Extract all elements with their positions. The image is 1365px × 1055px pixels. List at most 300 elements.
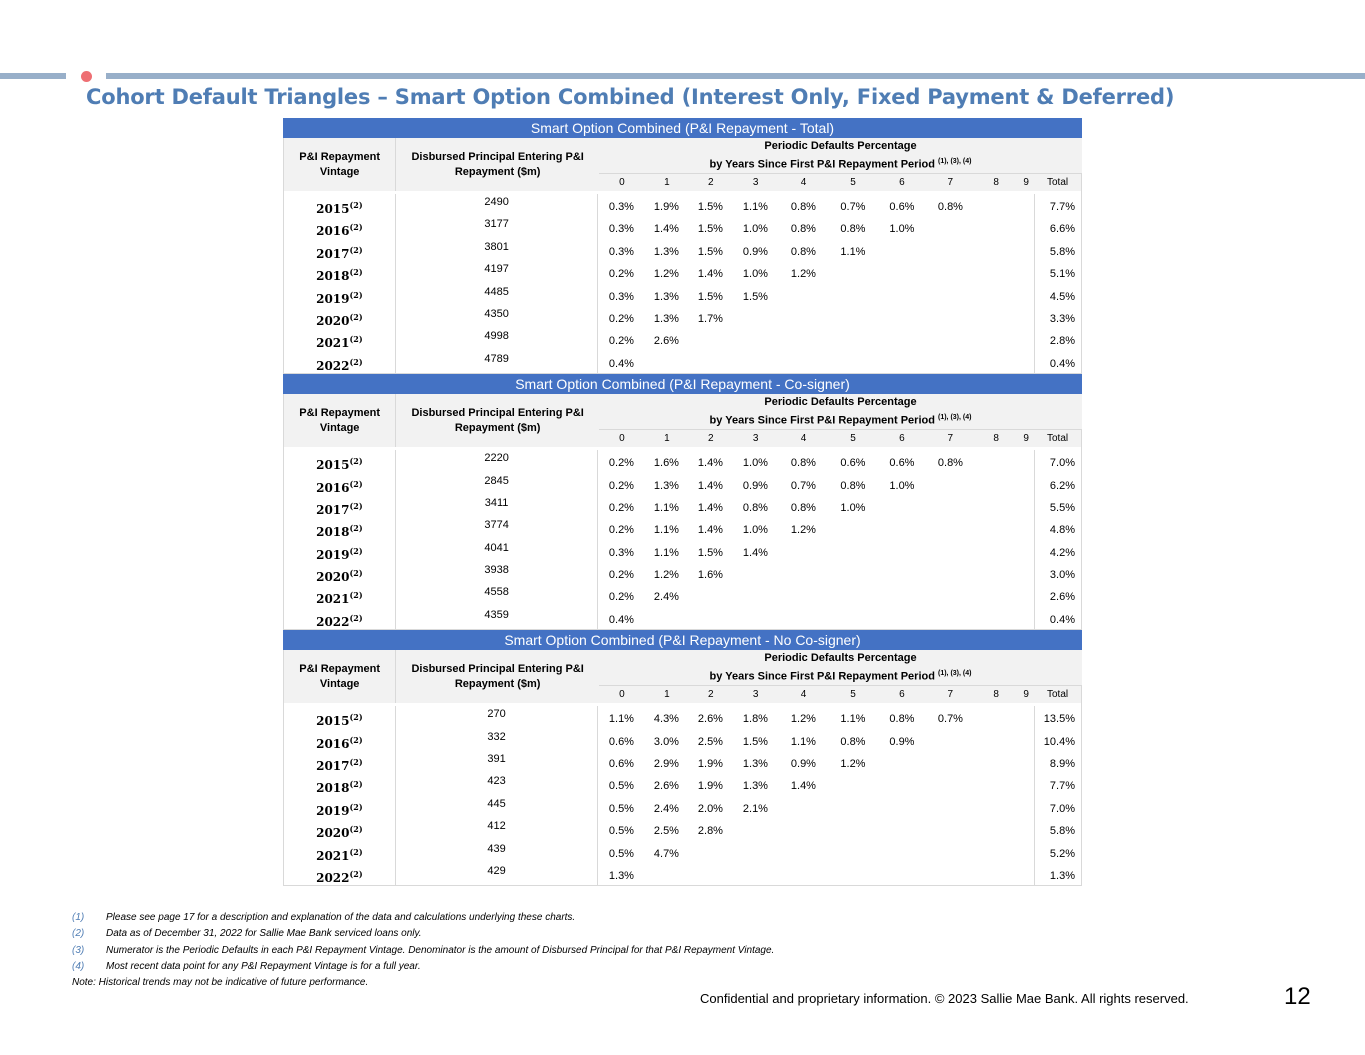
periodic-values bbox=[598, 261, 1034, 283]
table-row bbox=[284, 517, 1081, 539]
percent-cell bbox=[688, 863, 732, 885]
total-cell: 3.0% bbox=[1034, 562, 1081, 584]
percent-cell bbox=[926, 773, 974, 795]
percent-cell: 1.1% bbox=[653, 546, 679, 559]
vintage-cell bbox=[284, 450, 396, 472]
vintage-footnote: (2) bbox=[349, 801, 363, 812]
table-row bbox=[284, 239, 1081, 261]
percent-cell bbox=[732, 584, 778, 606]
year-header: 9 bbox=[1023, 177, 1029, 188]
percent-cell bbox=[877, 540, 926, 562]
percent-cell bbox=[974, 450, 1018, 472]
vintage-footnote: (2) bbox=[349, 590, 363, 601]
years-header-row bbox=[599, 429, 1082, 447]
percent-cell bbox=[877, 841, 926, 863]
vintage-cell bbox=[284, 517, 396, 539]
percent-cell: 1.3% bbox=[742, 780, 768, 793]
periodic-values bbox=[598, 306, 1034, 328]
percent-cell bbox=[1018, 562, 1034, 584]
table-row bbox=[284, 216, 1081, 238]
percent-cell bbox=[828, 261, 877, 283]
periodic-header-footnote: (1), (3), (4) bbox=[938, 670, 972, 678]
percent-cell bbox=[732, 306, 778, 328]
percent-cell bbox=[877, 562, 926, 584]
vintage-cell bbox=[284, 818, 396, 840]
percent-cell: 1.4% bbox=[697, 524, 723, 537]
percent-cell: 1.9% bbox=[697, 780, 723, 793]
percent-cell: 1.0% bbox=[742, 524, 768, 537]
vintage-year: 2017 bbox=[316, 759, 350, 774]
footnote-text: Numerator is the Periodic Defaults in each P&I Repayment Vintage. Denominator is the amount of Disbursed Principal for that P&I Repayment Vintage. bbox=[106, 944, 775, 956]
periodic-values bbox=[598, 284, 1034, 306]
percent-cell: 0.2% bbox=[608, 335, 634, 348]
percent-cell bbox=[732, 841, 778, 863]
total-cell: 5.1% bbox=[1034, 261, 1081, 283]
periodic-values bbox=[598, 841, 1034, 863]
total-cell: 7.0% bbox=[1034, 450, 1081, 472]
periodic-header bbox=[599, 138, 1082, 191]
vintage-cell bbox=[284, 841, 396, 863]
year-header: 7 bbox=[947, 177, 954, 188]
vintage-year: 2020 bbox=[316, 826, 350, 841]
total-cell: 3.3% bbox=[1034, 306, 1081, 328]
percent-cell bbox=[974, 517, 1018, 539]
year-header: 2 bbox=[707, 433, 714, 445]
percent-cell: 1.0% bbox=[742, 268, 768, 281]
percent-cell: 0.6% bbox=[889, 457, 915, 470]
vintage-year: 2022 bbox=[316, 614, 350, 629]
vintage-year: 2019 bbox=[316, 547, 350, 562]
percent-cell bbox=[926, 261, 974, 283]
percent-cell: 0.6% bbox=[840, 457, 866, 470]
table-row bbox=[284, 863, 1081, 885]
total-cell: 4.8% bbox=[1034, 517, 1081, 539]
percent-cell: 0.8% bbox=[790, 245, 816, 258]
percent-cell bbox=[778, 584, 828, 606]
percent-cell: 1.5% bbox=[742, 290, 768, 303]
percent-cell: 0.8% bbox=[840, 223, 866, 236]
total-cell: 5.2% bbox=[1034, 841, 1081, 863]
percent-cell bbox=[778, 796, 828, 818]
year-header: 4 bbox=[800, 689, 807, 701]
vintage-footnote: (2) bbox=[349, 712, 363, 723]
disbursed-cell: 439 bbox=[396, 841, 599, 863]
percent-cell bbox=[877, 584, 926, 606]
table-body bbox=[283, 191, 1082, 374]
percent-cell bbox=[1018, 751, 1034, 773]
percent-cell bbox=[926, 216, 974, 238]
vintage-footnote: (2) bbox=[349, 734, 363, 745]
percent-cell bbox=[828, 351, 877, 373]
year-header: 6 bbox=[899, 433, 905, 445]
table-row bbox=[284, 818, 1081, 840]
percent-cell: 1.0% bbox=[840, 501, 866, 514]
percent-cell bbox=[974, 284, 1018, 306]
percent-cell bbox=[828, 306, 877, 328]
vintage-cell bbox=[284, 562, 396, 584]
vintage-footnote: (2) bbox=[349, 311, 363, 322]
percent-cell bbox=[732, 607, 778, 629]
percent-cell bbox=[1018, 306, 1034, 328]
percent-cell bbox=[974, 751, 1018, 773]
percent-cell: 1.5% bbox=[742, 735, 768, 748]
footnote-number: (3) bbox=[72, 944, 85, 956]
vintage-footnote: (2) bbox=[349, 500, 363, 511]
percent-cell bbox=[1018, 773, 1034, 795]
percent-cell: 0.8% bbox=[790, 501, 816, 514]
percent-cell bbox=[732, 818, 778, 840]
percent-cell bbox=[1018, 540, 1034, 562]
total-cell: 8.9% bbox=[1034, 751, 1081, 773]
periodic-values bbox=[598, 863, 1034, 885]
percent-cell bbox=[828, 607, 877, 629]
percent-cell: 0.8% bbox=[840, 479, 866, 492]
vintage-cell bbox=[284, 751, 396, 773]
percent-cell: 1.9% bbox=[653, 201, 679, 213]
periodic-values bbox=[598, 751, 1034, 773]
percent-cell: 1.5% bbox=[697, 201, 723, 213]
vintage-year: 2022 bbox=[316, 358, 350, 373]
percent-cell: 1.4% bbox=[742, 546, 768, 559]
year-header: 7 bbox=[947, 433, 954, 445]
accent-dot bbox=[81, 71, 92, 82]
table-body bbox=[283, 447, 1082, 630]
total-cell: 7.0% bbox=[1034, 796, 1081, 818]
disbursed-cell: 4998 bbox=[396, 328, 599, 350]
percent-cell bbox=[974, 796, 1018, 818]
percent-cell bbox=[974, 841, 1018, 863]
periodic-header-footnote: (1), (3), (4) bbox=[938, 158, 972, 166]
percent-cell: 1.9% bbox=[697, 758, 723, 771]
table-title: Smart Option Combined (P&I Repayment - Total) bbox=[283, 118, 1082, 138]
year-header: 9 bbox=[1023, 689, 1029, 701]
vintage-cell bbox=[284, 607, 396, 629]
disbursed-cell: 4041 bbox=[396, 540, 599, 562]
percent-cell: 0.9% bbox=[742, 245, 768, 258]
year-header: 0 bbox=[619, 433, 625, 445]
percent-cell bbox=[1018, 216, 1034, 238]
percent-cell bbox=[877, 328, 926, 350]
percent-cell bbox=[828, 284, 877, 306]
percent-cell bbox=[877, 239, 926, 261]
disbursed-cell: 412 bbox=[396, 818, 599, 840]
percent-cell: 0.5% bbox=[608, 847, 634, 860]
periodic-values bbox=[598, 706, 1034, 728]
vintage-cell bbox=[284, 351, 396, 373]
disbursed-cell: 4197 bbox=[396, 261, 599, 283]
percent-cell: 1.4% bbox=[697, 268, 723, 281]
periodic-values bbox=[598, 194, 1034, 216]
percent-cell bbox=[778, 351, 828, 373]
percent-cell: 2.4% bbox=[653, 802, 679, 815]
periodic-values bbox=[598, 584, 1034, 606]
percent-cell bbox=[778, 841, 828, 863]
percent-cell bbox=[877, 284, 926, 306]
disbursed-header: Disbursed Principal Entering P&I Repayment ($m) bbox=[395, 650, 599, 703]
percent-cell: 1.0% bbox=[742, 457, 768, 470]
percent-cell bbox=[926, 239, 974, 261]
percent-cell bbox=[1018, 473, 1034, 495]
total-cell: 2.6% bbox=[1034, 584, 1081, 606]
vintage-footnote: (2) bbox=[349, 868, 363, 879]
total-cell: 7.7% bbox=[1034, 194, 1081, 216]
percent-cell: 0.4% bbox=[608, 357, 634, 370]
percent-cell: 2.6% bbox=[653, 335, 679, 348]
vintage-footnote: (2) bbox=[349, 568, 363, 579]
percent-cell: 0.9% bbox=[742, 479, 768, 492]
percent-cell bbox=[828, 584, 877, 606]
percent-cell: 1.4% bbox=[697, 501, 723, 514]
percent-cell bbox=[974, 328, 1018, 350]
year-header: 6 bbox=[899, 177, 905, 188]
percent-cell: 3.0% bbox=[653, 735, 679, 748]
percent-cell: 1.2% bbox=[653, 268, 679, 281]
percent-cell bbox=[778, 607, 828, 629]
percent-cell: 0.9% bbox=[790, 758, 816, 771]
disbursed-cell: 391 bbox=[396, 751, 599, 773]
vintage-cell bbox=[284, 216, 396, 238]
percent-cell bbox=[877, 863, 926, 885]
percent-cell bbox=[778, 863, 828, 885]
percent-cell: 0.7% bbox=[790, 479, 816, 492]
vintage-year: 2015 bbox=[316, 202, 350, 216]
percent-cell: 1.1% bbox=[653, 524, 679, 537]
total-cell: 4.5% bbox=[1034, 284, 1081, 306]
total-cell: 6.2% bbox=[1034, 473, 1081, 495]
percent-cell: 1.5% bbox=[697, 546, 723, 559]
percent-cell bbox=[688, 328, 732, 350]
total-cell: 0.4% bbox=[1034, 607, 1081, 629]
disbursed-cell: 3801 bbox=[396, 239, 599, 261]
historical-note: Note: Historical trends may not be indicative of future performance. bbox=[72, 977, 369, 989]
periodic-header bbox=[599, 650, 1082, 703]
vintage-footnote: (2) bbox=[349, 757, 363, 768]
percent-cell bbox=[1018, 495, 1034, 517]
vintage-header: P&I Repayment Vintage bbox=[283, 394, 395, 447]
percent-cell bbox=[974, 773, 1018, 795]
percent-cell bbox=[1018, 351, 1034, 373]
percent-cell: 2.5% bbox=[697, 735, 723, 748]
vintage-year: 2016 bbox=[316, 224, 350, 239]
percent-cell: 0.5% bbox=[608, 825, 634, 838]
percent-cell bbox=[974, 261, 1018, 283]
percent-cell: 0.8% bbox=[937, 201, 963, 213]
percent-cell bbox=[974, 194, 1018, 216]
percent-cell: 0.6% bbox=[608, 735, 634, 748]
year-header: 0 bbox=[619, 177, 625, 188]
total-cell: 13.5% bbox=[1034, 706, 1081, 728]
percent-cell bbox=[688, 584, 732, 606]
disbursed-cell: 4485 bbox=[396, 284, 599, 306]
year-header: 3 bbox=[752, 689, 759, 701]
percent-cell: 0.2% bbox=[608, 457, 634, 470]
table-row bbox=[284, 450, 1081, 472]
percent-cell bbox=[877, 818, 926, 840]
periodic-values bbox=[598, 517, 1034, 539]
periodic-values bbox=[598, 729, 1034, 751]
percent-cell bbox=[1018, 818, 1034, 840]
table-row bbox=[284, 194, 1081, 216]
vintage-footnote: (2) bbox=[349, 289, 363, 300]
percent-cell bbox=[926, 495, 974, 517]
percent-cell: 1.5% bbox=[697, 290, 723, 303]
percent-cell: 0.3% bbox=[608, 223, 634, 236]
year-header: 2 bbox=[707, 689, 714, 701]
periodic-header-line2: by Years Since First P&I Repayment Period bbox=[709, 158, 935, 171]
percent-cell bbox=[974, 818, 1018, 840]
percent-cell bbox=[1018, 194, 1034, 216]
percent-cell bbox=[926, 796, 974, 818]
periodic-values bbox=[598, 473, 1034, 495]
vintage-year: 2019 bbox=[316, 803, 350, 818]
table-row bbox=[284, 328, 1081, 350]
percent-cell: 0.8% bbox=[790, 223, 816, 236]
disbursed-cell: 4359 bbox=[396, 607, 599, 629]
percent-cell: 0.5% bbox=[608, 780, 634, 793]
percent-cell bbox=[926, 473, 974, 495]
percent-cell bbox=[732, 562, 778, 584]
vintage-cell bbox=[284, 706, 396, 728]
percent-cell bbox=[828, 796, 877, 818]
total-cell: 2.8% bbox=[1034, 328, 1081, 350]
percent-cell bbox=[877, 495, 926, 517]
vintage-cell bbox=[284, 194, 396, 216]
percent-cell bbox=[828, 841, 877, 863]
percent-cell: 4.3% bbox=[653, 713, 679, 726]
percent-cell bbox=[688, 351, 732, 373]
periodic-values bbox=[598, 796, 1034, 818]
disbursed-cell: 332 bbox=[396, 729, 599, 751]
total-cell: 5.8% bbox=[1034, 818, 1081, 840]
percent-cell: 1.3% bbox=[653, 290, 679, 303]
year-header: 3 bbox=[752, 177, 759, 188]
percent-cell bbox=[926, 351, 974, 373]
percent-cell: 0.3% bbox=[608, 201, 634, 213]
percent-cell: 0.2% bbox=[608, 312, 634, 325]
vintage-year: 2019 bbox=[316, 291, 350, 306]
percent-cell: 1.5% bbox=[697, 223, 723, 236]
percent-cell: 2.6% bbox=[697, 713, 723, 726]
year-header: 1 bbox=[664, 177, 670, 188]
confidential-footer: Confidential and proprietary information. © 2023 Sallie Mae Bank. All rights reserved. bbox=[700, 991, 1189, 1006]
total-cell: 7.7% bbox=[1034, 773, 1081, 795]
percent-cell: 0.8% bbox=[790, 201, 816, 213]
percent-cell: 2.1% bbox=[742, 802, 768, 815]
disbursed-cell: 2220 bbox=[396, 450, 599, 472]
total-header: Total bbox=[1047, 177, 1069, 188]
percent-cell: 0.7% bbox=[937, 713, 963, 726]
footnote-text: Please see page 17 for a description and explanation of the data and calculations underlying these charts. bbox=[106, 912, 576, 923]
table-header bbox=[283, 394, 1082, 447]
percent-cell bbox=[974, 607, 1018, 629]
percent-cell bbox=[877, 517, 926, 539]
percent-cell bbox=[974, 562, 1018, 584]
percent-cell: 0.9% bbox=[889, 735, 915, 748]
year-header: 1 bbox=[664, 689, 670, 701]
percent-cell: 0.8% bbox=[790, 457, 816, 470]
percent-cell: 1.1% bbox=[608, 713, 634, 726]
percent-cell: 1.3% bbox=[653, 312, 679, 325]
percent-cell bbox=[1018, 706, 1034, 728]
periodic-values bbox=[598, 450, 1034, 472]
percent-cell bbox=[877, 796, 926, 818]
percent-cell bbox=[1018, 261, 1034, 283]
percent-cell: 1.2% bbox=[790, 268, 816, 281]
year-header: 8 bbox=[993, 433, 999, 445]
total-cell: 1.3% bbox=[1034, 863, 1081, 885]
table-row bbox=[284, 751, 1081, 773]
percent-cell bbox=[926, 841, 974, 863]
table-header bbox=[283, 138, 1082, 191]
footnote bbox=[72, 910, 774, 926]
vintage-year: 2022 bbox=[316, 870, 350, 885]
year-header: 2 bbox=[707, 177, 714, 188]
percent-cell bbox=[778, 540, 828, 562]
percent-cell bbox=[1018, 328, 1034, 350]
percent-cell: 0.6% bbox=[889, 201, 915, 213]
year-header: 5 bbox=[850, 433, 856, 445]
vintage-footnote: (2) bbox=[349, 779, 363, 790]
percent-cell: 0.6% bbox=[608, 758, 634, 771]
periodic-header-line1: Periodic Defaults Percentage bbox=[764, 140, 917, 153]
footnote-text: Data as of December 31, 2022 for Sallie Mae Bank serviced loans only. bbox=[106, 928, 422, 940]
percent-cell bbox=[926, 863, 974, 885]
percent-cell bbox=[974, 863, 1018, 885]
disbursed-header: Disbursed Principal Entering P&I Repayment ($m) bbox=[395, 394, 599, 447]
vintage-year: 2018 bbox=[316, 525, 350, 540]
table-row bbox=[284, 540, 1081, 562]
table-row bbox=[284, 706, 1081, 728]
percent-cell: 0.2% bbox=[608, 479, 634, 492]
percent-cell: 0.2% bbox=[608, 524, 634, 537]
percent-cell: 1.1% bbox=[653, 501, 679, 514]
vintage-cell bbox=[284, 796, 396, 818]
percent-cell bbox=[828, 863, 877, 885]
percent-cell bbox=[644, 351, 688, 373]
periodic-values bbox=[598, 351, 1034, 373]
percent-cell: 1.6% bbox=[653, 457, 679, 470]
percent-cell: 2.5% bbox=[653, 825, 679, 838]
percent-cell bbox=[877, 351, 926, 373]
percent-cell bbox=[688, 841, 732, 863]
footnotes bbox=[72, 910, 774, 991]
vintage-year: 2021 bbox=[316, 848, 350, 863]
percent-cell bbox=[926, 540, 974, 562]
percent-cell bbox=[778, 306, 828, 328]
percent-cell: 0.3% bbox=[608, 290, 634, 303]
percent-cell: 1.3% bbox=[608, 869, 634, 882]
percent-cell bbox=[926, 607, 974, 629]
disbursed-cell: 3774 bbox=[396, 517, 599, 539]
percent-cell: 1.2% bbox=[790, 524, 816, 537]
percent-cell: 1.5% bbox=[697, 245, 723, 258]
disbursed-cell: 4350 bbox=[396, 306, 599, 328]
vintage-footnote: (2) bbox=[349, 267, 363, 278]
percent-cell: 0.5% bbox=[608, 802, 634, 815]
percent-cell: 0.2% bbox=[608, 501, 634, 514]
percent-cell: 1.3% bbox=[653, 479, 679, 492]
vintage-year: 2017 bbox=[316, 246, 350, 261]
percent-cell: 0.8% bbox=[937, 457, 963, 470]
periodic-header bbox=[599, 394, 1082, 447]
percent-cell bbox=[974, 729, 1018, 751]
year-header: 7 bbox=[947, 689, 954, 701]
percent-cell bbox=[877, 607, 926, 629]
years-header-row bbox=[599, 173, 1082, 191]
percent-cell bbox=[1018, 517, 1034, 539]
vintage-header: P&I Repayment Vintage bbox=[283, 138, 395, 191]
percent-cell: 0.8% bbox=[840, 735, 866, 748]
